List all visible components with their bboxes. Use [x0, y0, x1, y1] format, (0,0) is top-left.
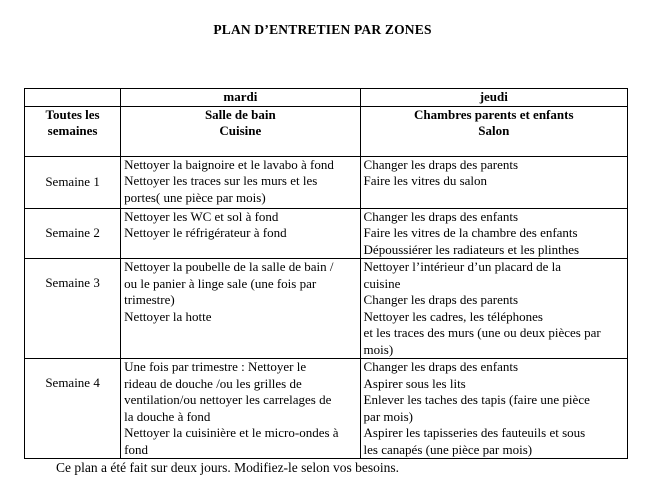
task-line: Faire les vitres de la chambre des enfants	[363, 225, 578, 240]
task-line: par mois)	[363, 408, 414, 424]
task-line: cuisine	[363, 275, 401, 291]
task-line: Aspirer sous les lits	[363, 375, 466, 391]
task-line: Nettoyer les traces sur les murs et les	[124, 173, 318, 188]
zone-header-row	[25, 106, 628, 156]
zone-mardi-line: Cuisine	[219, 123, 262, 138]
task-line: ou le panier à linge sale (une fois par	[124, 275, 317, 291]
jeudi-tasks	[360, 156, 627, 208]
table-row	[25, 259, 628, 359]
task-line: la douche à fond	[124, 408, 211, 424]
task-line: rideau de douche /ou les grilles de	[124, 375, 302, 391]
week-label: Semaine 1	[25, 156, 121, 208]
all-weeks-label-line: semaines	[47, 123, 98, 138]
task-line: les canapés (une pièce par mois)	[363, 441, 533, 457]
task-line: Faire les vitres du salon	[363, 173, 488, 188]
day-header-jeudi: jeudi	[360, 89, 627, 107]
footer-note: Ce plan a été fait sur deux jours. Modifiez-le selon vos besoins.	[56, 460, 400, 475]
task-line: Nettoyer le réfrigérateur à fond	[124, 225, 287, 240]
task-line: trimestre)	[124, 292, 175, 307]
zone-jeudi-line: Salon	[478, 123, 510, 138]
week-label: Semaine 2	[25, 208, 121, 259]
zone-jeudi-line: Chambres parents et enfants	[414, 106, 574, 122]
task-line: ventilation/ou nettoyer les carrelages de	[124, 392, 332, 407]
task-line: Changer les draps des enfants	[363, 208, 519, 224]
empty-corner-cell	[25, 89, 121, 107]
task-line: Changer les draps des parents	[363, 292, 519, 307]
cleaning-plan-table	[24, 88, 628, 459]
task-line: Nettoyer la cuisinière et le micro-ondes à	[124, 425, 339, 440]
week-label: Semaine 4	[25, 359, 121, 459]
task-line: Nettoyer les WC et sol à fond	[124, 208, 279, 224]
all-weeks-label-line: Toutes les	[45, 106, 100, 122]
task-line: mois)	[363, 341, 394, 357]
all-weeks-label	[25, 106, 121, 156]
day-header-mardi: mardi	[121, 89, 360, 107]
task-line: Changer les draps des enfants	[363, 359, 519, 374]
table-row	[25, 208, 628, 259]
task-line: Nettoyer la poubelle de la salle de bain /	[124, 259, 334, 274]
task-line: Nettoyer l’intérieur d’un placard de la	[363, 259, 561, 274]
jeudi-tasks	[360, 259, 627, 359]
zone-mardi-line: Salle de bain	[204, 106, 276, 122]
task-line: Nettoyer la baignoire et le lavabo à fond	[124, 156, 334, 172]
mardi-tasks	[121, 156, 360, 208]
task-line: Aspirer les tapisseries des fauteuils et sous	[363, 425, 586, 440]
zone-mardi	[121, 106, 360, 156]
task-line: Nettoyer la hotte	[124, 308, 212, 324]
jeudi-tasks	[360, 359, 627, 459]
task-line: et les traces des murs (une ou deux pièces par	[363, 325, 601, 340]
table-row	[25, 156, 628, 208]
mardi-tasks	[121, 208, 360, 259]
task-line: Changer les draps des parents	[363, 156, 519, 172]
task-line: Nettoyer les cadres, les téléphones	[363, 308, 543, 324]
page-title: PLAN D’ENTRETIEN PAR ZONES	[213, 22, 432, 37]
table-row	[25, 359, 628, 459]
task-line: fond	[124, 441, 148, 457]
mardi-tasks	[121, 259, 360, 359]
zone-jeudi	[360, 106, 627, 156]
task-line: Dépoussiérer les radiateurs et les plinthes	[363, 241, 580, 257]
day-header-row	[25, 89, 628, 107]
mardi-tasks	[121, 359, 360, 459]
task-line: portes( une pièce par mois)	[124, 189, 266, 205]
week-label: Semaine 3	[25, 259, 121, 359]
task-line: Une fois par trimestre : Nettoyer le	[124, 359, 307, 374]
task-line: Enlever les taches des tapis (faire une pièce	[363, 392, 590, 407]
jeudi-tasks	[360, 208, 627, 259]
